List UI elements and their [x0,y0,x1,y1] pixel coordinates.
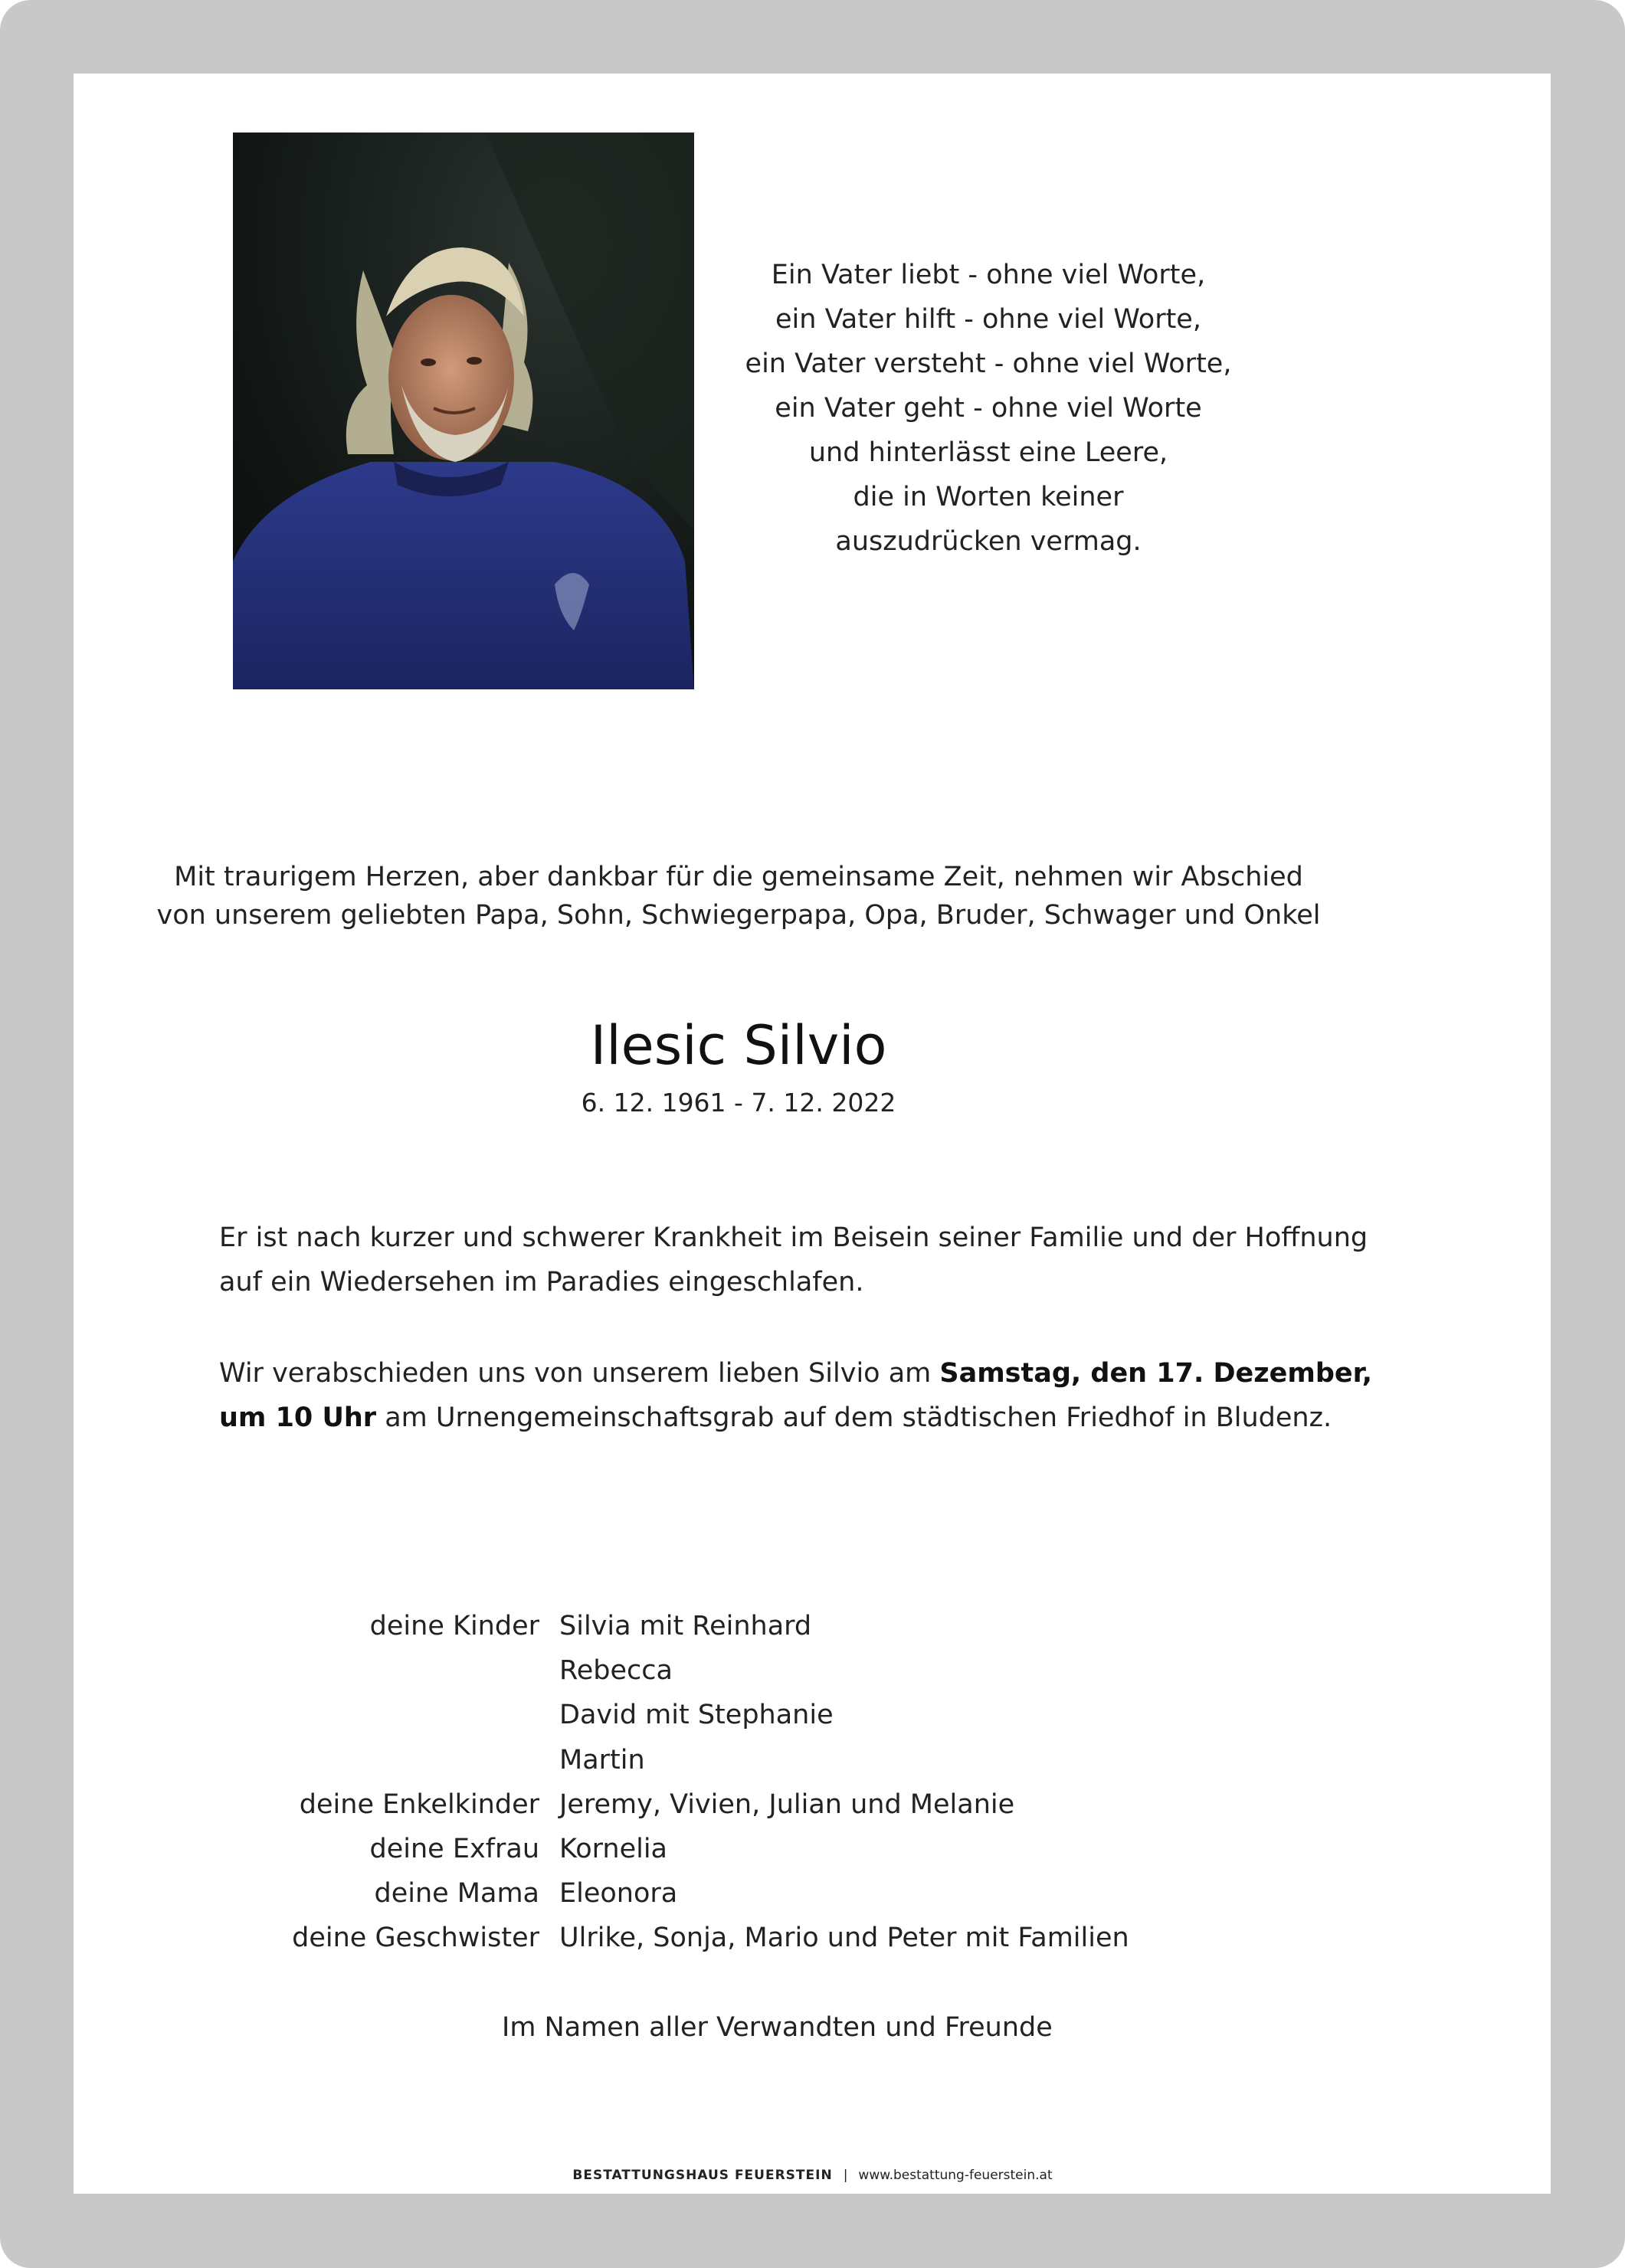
paragraph-text: am Urnengemeinschaftsgrab auf dem städtischen Friedhof in Bludenz. [376,1402,1332,1433]
intro-line: Mit traurigem Herzen, aber dankbar für die gemeinsame Zeit, nehmen wir Abschied [174,862,1303,892]
poem-line: auszudrücken vermag. [835,526,1142,557]
funeral-paragraph [219,1351,1373,1440]
paragraph-line [219,1351,1373,1396]
family-relation [153,1648,559,1693]
poem [674,253,1302,564]
family-list [153,1604,1226,1961]
footer-separator: | [843,2168,848,2183]
family-names: Eleonora [559,1878,678,1910]
funeral-time: um 10 Uhr [219,1402,377,1433]
portrait-photo [233,133,694,689]
poem-line: ein Vater hilft - ohne viel Worte, [775,304,1201,335]
intro-text [126,858,1351,934]
poem-line: und hinterlässt eine Leere, [808,437,1168,468]
family-names: Martin [559,1744,645,1775]
poem-line: die in Worten keiner [853,482,1124,512]
family-relation: deine Geschwister [292,1923,539,1954]
deceased-name: Ilesic Silvio [590,1014,887,1077]
intro-line: von unserem geliebten Papa, Sohn, Schwiegerpapa, Opa, Bruder, Schwager und Onkel [156,900,1321,931]
family-names: Silvia mit Reinhard [559,1611,812,1641]
family-row [153,1648,1226,1693]
family-relation [153,1693,559,1737]
family-row [153,1693,1226,1737]
poem-line: Ein Vater liebt - ohne viel Worte, [771,260,1206,290]
family-row [153,1827,1226,1871]
family-names: Kornelia [559,1834,668,1865]
paragraph-line [219,1396,1368,1440]
family-row [153,1871,1226,1916]
paragraph-line: Er ist nach kurzer und schwerer Krankheit im Beisein seiner Familie und der Hoffnung [219,1222,1368,1253]
family-names: Jeremy, Vivien, Julian und Melanie [559,1789,1015,1820]
family-relation: deine Mama [374,1878,539,1910]
family-row [153,1604,1226,1648]
poem-line: ein Vater geht - ohne viel Worte [775,393,1202,424]
family-names: Rebecca [559,1655,673,1687]
funeral-home-name: BESTATTUNGSHAUS FEUERSTEIN [572,2168,833,2183]
paragraph-text: Wir verabschieden uns von unserem lieben Silvio am [219,1358,940,1389]
closing-line: Im Namen aller Verwandten und Freunde [502,2012,1053,2043]
funeral-date: Samstag, den 17. Dezember, [939,1358,1373,1389]
paragraph-line: auf ein Wiedersehen im Paradies eingeschlafen. [219,1267,864,1298]
poem-line: ein Vater versteht - ohne viel Worte, [745,349,1232,379]
footer [0,2166,1625,2185]
family-relation: deine Exfrau [369,1834,539,1865]
family-row [153,1738,1226,1782]
family-relation [153,1738,559,1782]
family-relation: deine Kinder [369,1611,539,1641]
family-names: David mit Stephanie [559,1700,834,1731]
family-relation: deine Enkelkinder [299,1789,539,1820]
passing-paragraph [219,1216,1368,1304]
website-link[interactable]: www.bestattung-feuerstein.at [858,2168,1053,2183]
family-row [153,1916,1226,1960]
life-dates: 6. 12. 1961 - 7. 12. 2022 [581,1088,896,1118]
family-names: Ulrike, Sonja, Mario und Peter mit Familien [559,1923,1129,1954]
family-row [153,1782,1226,1827]
